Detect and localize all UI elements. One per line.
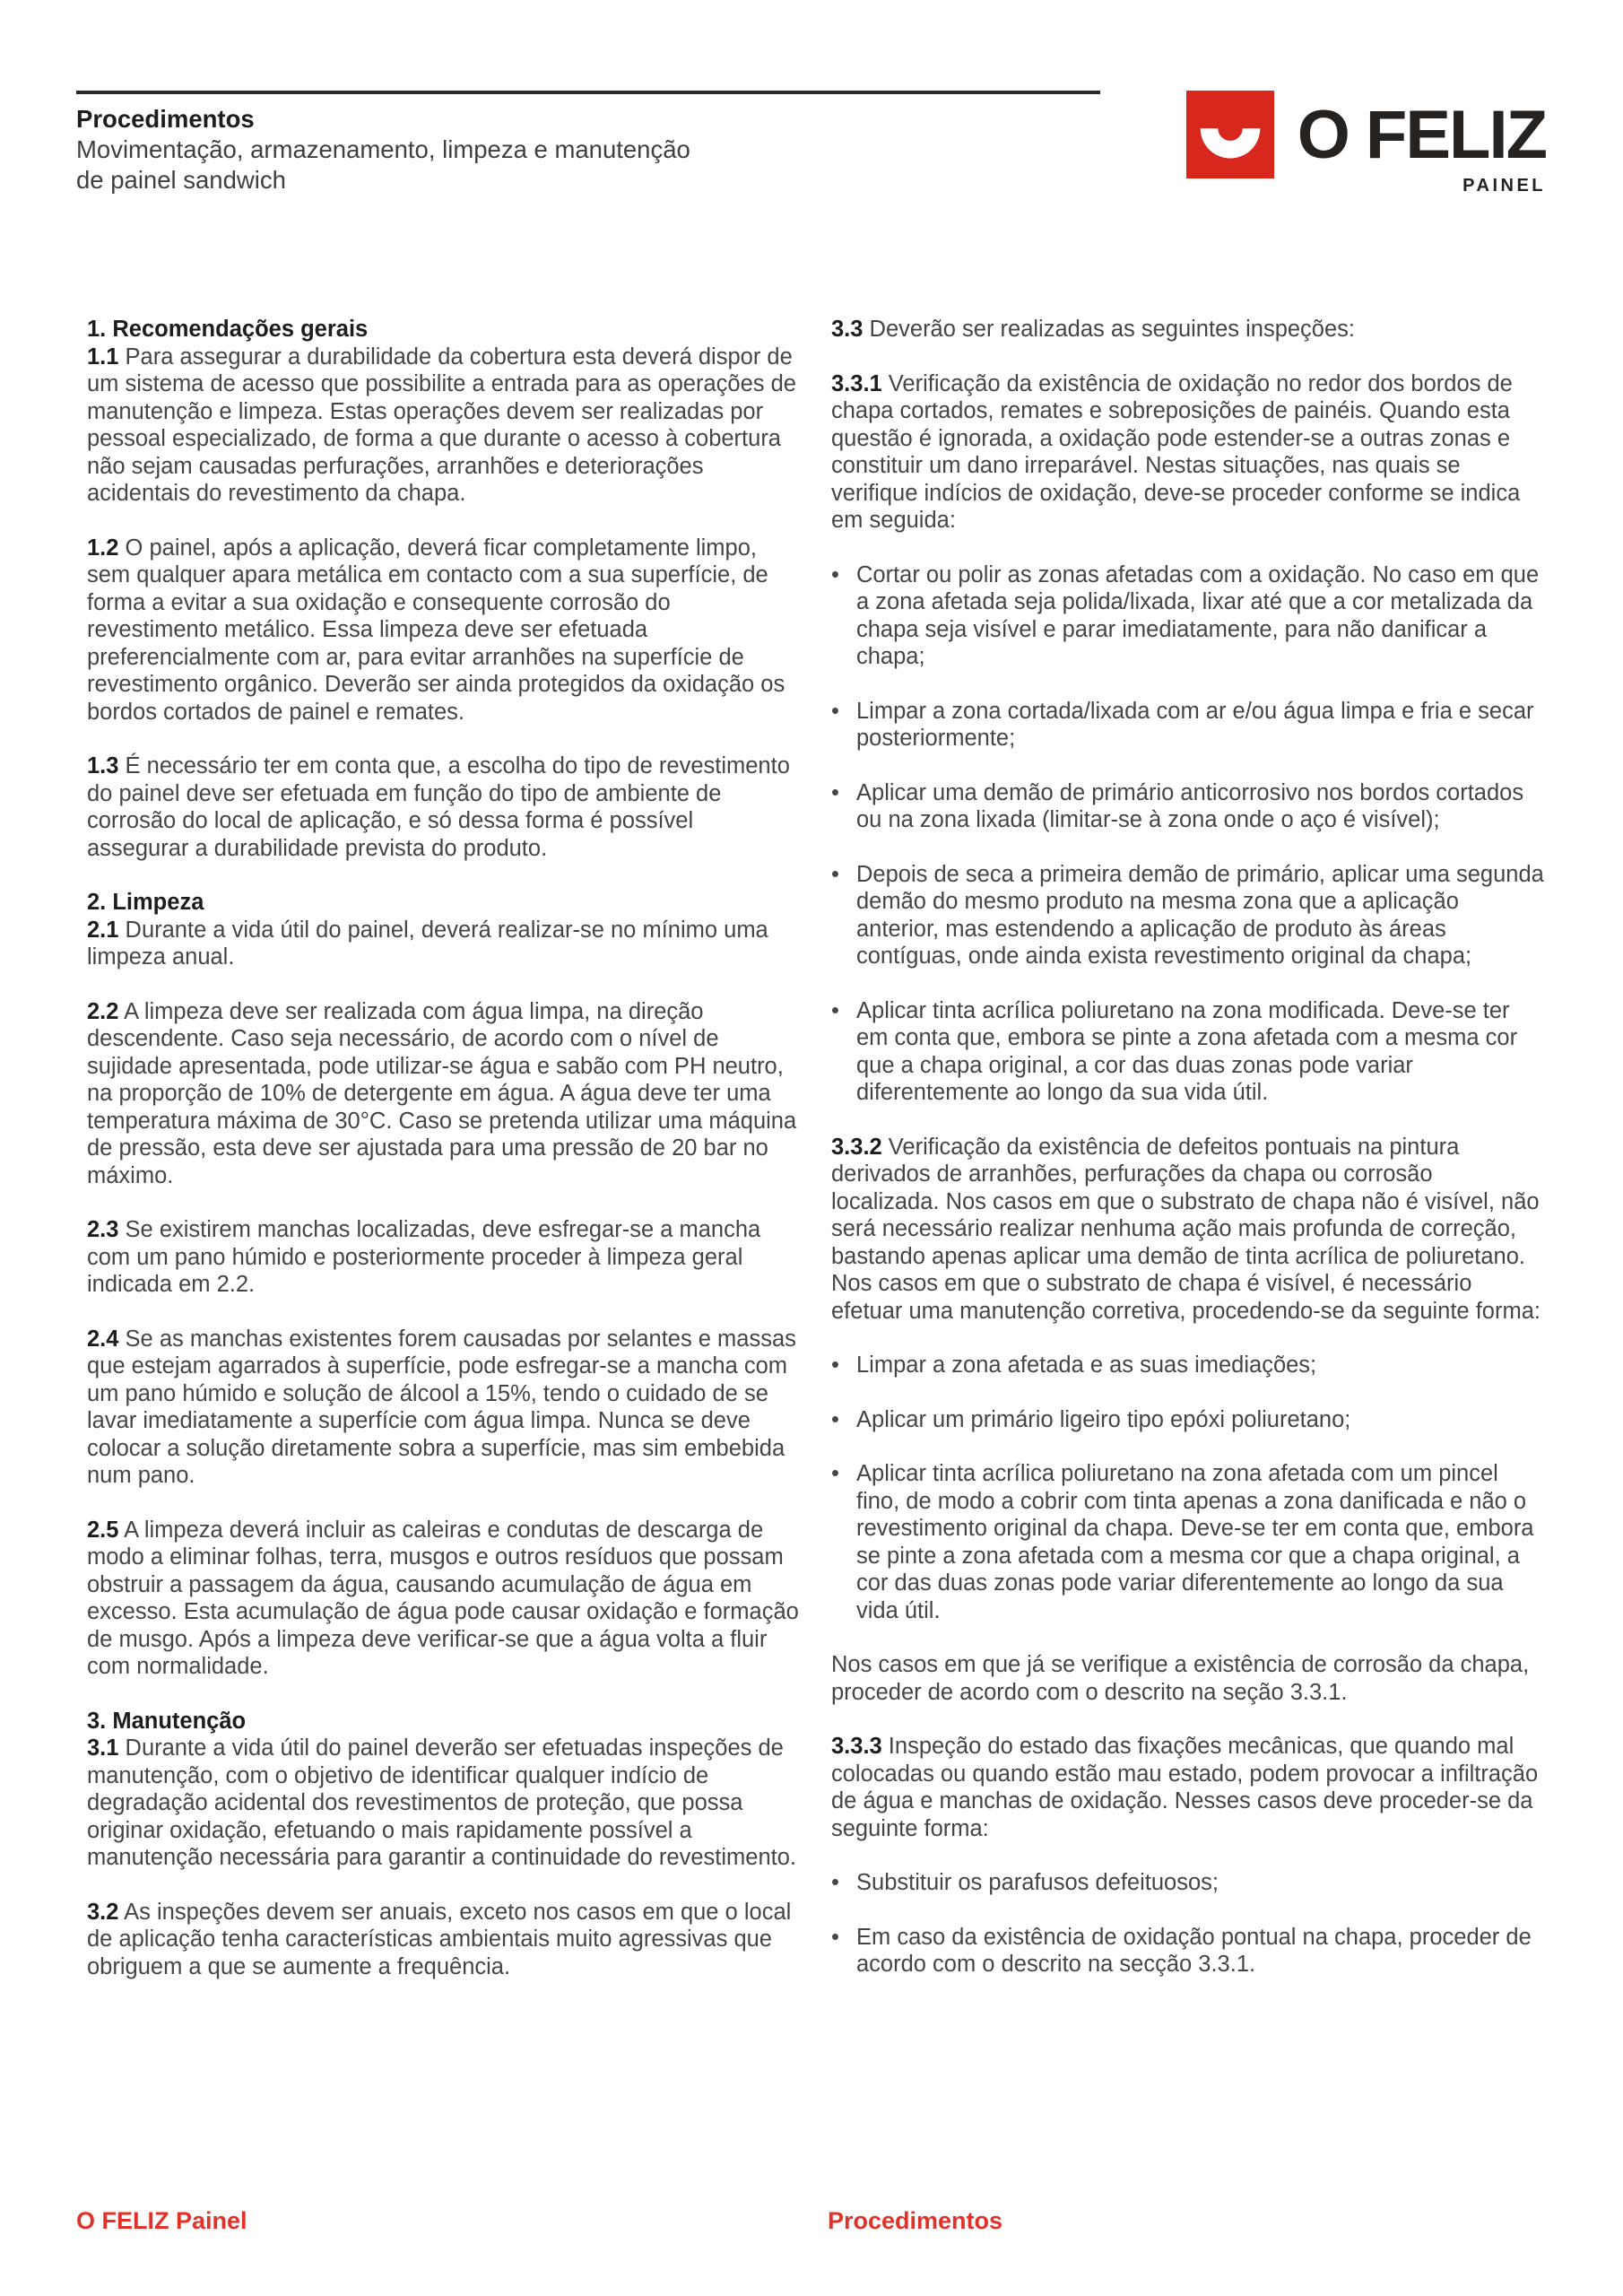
bullet-text: Aplicar tinta acrílica poliuretano na zona afetada com um pincel fino, de modo a cobrir com tinta apenas a zona danificada e não o revestimento original da chapa. Deve-se ter em conta que, embora se pinte a zona afetada com a mesma cor que a chapa original, a cor das duas zonas pode variar diferentemente ao longo da sua vida útil. <box>856 1461 1534 1623</box>
bullet-icon: • <box>831 561 839 587</box>
left-column <box>87 316 800 1980</box>
bullet-text: Em caso da existência de oxidação pontual na chapa, proceder de acordo com o descrito na secção 3.3.1. <box>856 1924 1532 1977</box>
paragraph: 3.2 As inspeções devem ser anuais, exceto nos casos em que o local de aplicação tenha características ambientais muito agressivas que obriguem a que se aumente a frequência. <box>87 1899 792 1979</box>
bullet-text: Aplicar uma demão de primário anticorrosivo nos bordos cortados ou na zona lixada (limitar-se à zona onde o aço é visível); <box>856 779 1524 832</box>
section-heading: 1. Recomendações gerais <box>87 317 369 342</box>
bullet-item <box>831 1352 1544 1379</box>
bullet-text: Substituir os parafusos defeituosos; <box>856 1870 1219 1895</box>
footer-brand: O FELIZ Painel <box>76 2207 247 2234</box>
header-rule <box>76 91 1100 94</box>
bullet-icon: • <box>831 1870 839 1895</box>
paragraph-number: 2.1 <box>87 917 119 943</box>
bullet-text: Limpar a zona cortada/lixada com ar e/ou água limpa e fria e secar posteriormente; <box>856 698 1534 751</box>
bullet-icon: • <box>831 1352 839 1378</box>
paragraph: 2.3 Se existirem manchas localizadas, deve esfregar-se a mancha com um pano húmido e posteriormente proceder à limpeza geral indicada em 2.2. <box>87 1217 761 1297</box>
paragraph: 1.2 O painel, após a aplicação, deverá ficar completamente limpo, sem qualquer apara metálica em contacto com a sua superfície, de forma a evitar a sua oxidação e consequente corrosão do revestimento metálico. Essa limpeza deve ser efetuada preferencialmente com ar, para evitar arranhões na superfície de revestimento orgânico. Deverão ser ainda protegidos da oxidação os bordos cortados de painel e remates. <box>87 535 785 725</box>
bullet-icon: • <box>831 779 839 805</box>
smile-icon <box>1186 91 1274 178</box>
paragraph: 2.2 A limpeza deve ser realizada com água limpa, na direção descendente. Caso seja necessário, de acordo com o nível de sujidade apresentada, pode utilizar-se água e sabão com PH neutro, na proporção de 10% de detergente em água. A água deve ter uma temperatura máxima de 30°C. Caso se pretenda utilizar uma máquina de pressão, esta deve ser ajustada para uma pressão de 20 bar no máximo. <box>87 998 797 1188</box>
bullet-item <box>831 1869 1544 1897</box>
paragraph: 2.1 Durante a vida útil do painel, deverá realizar-se no mínimo uma limpeza anual. <box>87 917 768 970</box>
logo-brand-text: O FELIZ <box>1297 97 1546 173</box>
logo-text <box>1298 91 1546 196</box>
bullet-item <box>831 698 1544 752</box>
page-title: Procedimentos <box>76 105 255 133</box>
document-body <box>87 316 1544 1980</box>
paragraph-number: 3.3.1 <box>831 370 882 396</box>
paragraph: 3.3 Deverão ser realizadas as seguintes inspeções: <box>831 317 1356 342</box>
paragraph-number: 2.2 <box>87 998 119 1024</box>
paragraph: Nos casos em que já se verifique a existência de corrosão da chapa, proceder de acordo com o descrito na seção 3.3.1. <box>831 1652 1530 1705</box>
bullet-item <box>831 1406 1544 1434</box>
paragraph: 3.1 Durante a vida útil do painel deverão ser efetuadas inspeções de manutenção, com o objetivo de identificar qualquer indício de degradação acidental dos revestimentos de proteção, que possa originar oxidação, efetuando o mais rapidamente possível a manutenção necessária para garantir a continuidade do revestimento. <box>87 1735 796 1870</box>
paragraph-number: 3.3 <box>831 317 864 342</box>
paragraph: 2.5 A limpeza deverá incluir as caleiras e condutas de descarga de modo a eliminar folhas, terra, musgos e outros resíduos que possam obstruir a passagem da água, causando acumulação de água em excesso. Esta acumulação de água pode causar oxidação e formação de musgo. Após a limpeza deve verificar-se que a água volta a fluir com normalidade. <box>87 1517 799 1679</box>
paragraph: 2.4 Se as manchas existentes forem causadas por selantes e massas que estejam agarrados à superfície, pode esfregar-se a mancha com um pano húmido e solução de álcool a 15%, tendo o cuidado de se lavar imediatamente a superfície com água limpa. Nunca se deve colocar a solução diretamente sobra a superfície, mas sim embebida num pano. <box>87 1326 796 1488</box>
paragraph-number: 2.3 <box>87 1217 119 1242</box>
bullet-icon: • <box>831 1461 839 1486</box>
bullet-item <box>831 1460 1544 1624</box>
paragraph-number: 1.1 <box>87 344 119 370</box>
bullet-icon: • <box>831 698 839 724</box>
bullet-text: Cortar ou polir as zonas afetadas com a oxidação. No caso em que a zona afetada seja polida/lixada, lixar até que a cor metalizada da chapa seja visível e parar imediatamente, para não danificar a chapa; <box>856 561 1540 669</box>
section-heading: 2. Limpeza <box>87 890 204 915</box>
bullet-text: Aplicar tinta acrílica poliuretano na zona modificada. Deve-se ter em conta que, embora se pinte a zona afetada com a mesma cor que a chapa original, a cor das duas zonas pode variar diferentemente ao longo da sua vida útil. <box>856 997 1518 1105</box>
paragraph-number: 3.2 <box>87 1899 119 1925</box>
bullet-icon: • <box>831 1406 839 1432</box>
bullet-item <box>831 997 1544 1107</box>
paragraph: 3.3.1 Verificação da existência de oxidação no redor dos bordos de chapa cortados, remates e sobreposições de painéis. Quando esta questão é ignorada, a oxidação pode estender-se a outras zonas e constituir um dano irreparável. Nestas situações, nas quais se verifique indícios de oxidação, deve-se proceder conforme se indica em seguida: <box>831 370 1521 533</box>
document-header <box>76 104 690 196</box>
bullet-icon: • <box>831 997 839 1023</box>
bullet-text: Aplicar um primário ligeiro tipo epóxi poliuretano; <box>856 1406 1351 1432</box>
bullet-icon: • <box>831 861 839 887</box>
paragraph-number: 3.3.2 <box>831 1134 882 1160</box>
footer-doc-title: Procedimentos <box>828 2207 1003 2234</box>
bullet-text: Depois de seca a primeira demão de primário, aplicar uma segunda demão do mesmo produto na mesma zona que a aplicação anterior, mas estendendo a aplicação de produto às áreas contíguas, onde ainda exista revestimento original da chapa; <box>856 861 1544 969</box>
bullet-text: Limpar a zona afetada e as suas imediações; <box>856 1352 1317 1378</box>
logo <box>1186 91 1546 196</box>
right-column <box>831 316 1544 1980</box>
paragraph-number: 3.3.3 <box>831 1734 882 1759</box>
bullet-item <box>831 861 1544 970</box>
page-subtitle-line1: Movimentação, armazenamento, limpeza e manutenção <box>76 135 690 163</box>
paragraph-number: 3.1 <box>87 1735 119 1761</box>
page-subtitle-line2: de painel sandwich <box>76 166 286 194</box>
bullet-item <box>831 1924 1544 1979</box>
bullet-item <box>831 779 1544 834</box>
paragraph-number: 2.5 <box>87 1517 119 1543</box>
paragraph-number: 1.3 <box>87 753 119 778</box>
bullet-icon: • <box>831 1924 839 1950</box>
paragraph-number: 1.2 <box>87 535 119 561</box>
paragraph: 3.3.2 Verificação da existência de defeitos pontuais na pintura derivados de arranhões, perfurações da chapa ou corrosão localizada. Nos casos em que o substrato de chapa não é visível, não será necessário realizar nenhuma ação mais profunda de correção, bastando apenas aplicar uma demão de tinta acrílica de poliuretano. Nos casos em que o substrato de chapa é visível, é necessário efetuar uma manutenção corretiva, procedendo-se da seguinte forma: <box>831 1134 1541 1324</box>
paragraph: 3.3.3 Inspeção do estado das fixações mecânicas, que quando mal colocadas ou quando estão mau estado, podem provocar a infiltração de água e manchas de oxidação. Nesses casos deve proceder-se da seguinte forma: <box>831 1734 1539 1841</box>
bullet-item <box>831 561 1544 671</box>
paragraph: 1.1 Para assegurar a durabilidade da cobertura esta deverá dispor de um sistema de acesso que possibilite a entrada para as operações de manutenção e limpeza. Estas operações devem ser realizadas por pessoal especializado, de forma a que durante o acesso à cobertura não sejam causadas perfurações, arranhões e deteriorações acidentais do revestimento da chapa. <box>87 344 796 506</box>
logo-sub-text: PAINEL <box>1462 176 1546 196</box>
paragraph-number: 2.4 <box>87 1326 119 1352</box>
paragraph: 1.3 É necessário ter em conta que, a escolha do tipo de revestimento do painel deve ser efetuada em função do tipo de ambiente de corrosão do local de aplicação, e só dessa forma é possível assegurar a durabilidade prevista do produto. <box>87 753 790 861</box>
section-heading: 3. Manutenção <box>87 1708 247 1734</box>
